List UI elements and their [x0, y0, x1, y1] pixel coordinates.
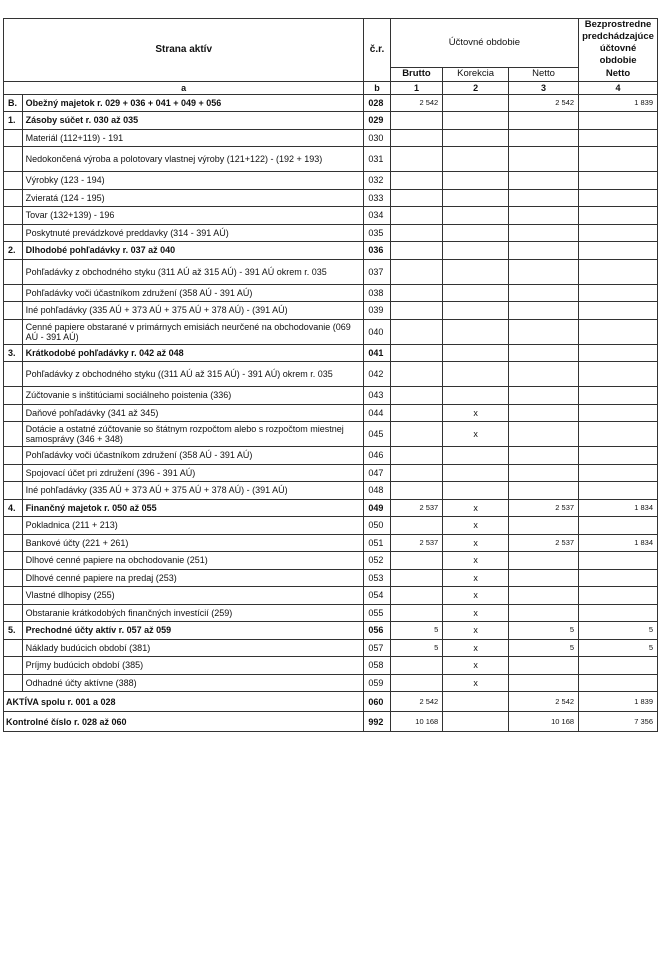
row-prev — [579, 517, 658, 535]
row-label: Zvieratá (124 - 195) — [22, 189, 364, 207]
index-row — [4, 81, 658, 94]
table-row — [4, 674, 658, 692]
index-2: 2 — [443, 81, 509, 94]
row-netto — [508, 387, 578, 405]
row-label: Kontrolné číslo r. 028 až 060 — [4, 712, 364, 732]
row-brutto — [390, 189, 443, 207]
row-brutto — [390, 207, 443, 225]
row-korekcia — [443, 464, 509, 482]
row-brutto — [390, 112, 443, 130]
header-netto: Netto — [508, 67, 578, 81]
row-netto: 10 168 — [508, 712, 578, 732]
table-row — [4, 587, 658, 605]
row-cr: 035 — [364, 224, 390, 242]
row-korekcia — [443, 147, 509, 172]
row-cr: 044 — [364, 404, 390, 422]
row-label: Pohľadávky z obchodného styku (311 AÚ až 315 AÚ) - 391 AÚ okrem r. 035 — [22, 259, 364, 284]
row-korekcia: x — [443, 569, 509, 587]
assets-table — [3, 18, 658, 732]
row-section: 2. — [4, 242, 23, 260]
row-netto — [508, 259, 578, 284]
row-label: Výrobky (123 - 194) — [22, 172, 364, 190]
row-netto — [508, 224, 578, 242]
row-label: Tovar (132+139) - 196 — [22, 207, 364, 225]
row-korekcia: x — [443, 517, 509, 535]
row-section — [4, 447, 23, 465]
row-section — [4, 464, 23, 482]
row-section — [4, 569, 23, 587]
row-korekcia — [443, 284, 509, 302]
row-cr: 030 — [364, 129, 390, 147]
row-korekcia — [443, 712, 509, 732]
row-label: Príjmy budúcich období (385) — [22, 657, 364, 675]
table-row — [4, 447, 658, 465]
table-row — [4, 499, 658, 517]
row-prev — [579, 674, 658, 692]
row-prev — [579, 259, 658, 284]
row-brutto: 5 — [390, 622, 443, 640]
row-brutto — [390, 259, 443, 284]
row-brutto — [390, 604, 443, 622]
row-label: Iné pohľadávky (335 AÚ + 373 AÚ + 375 AÚ + 378 AÚ) - (391 AÚ) — [22, 302, 364, 320]
row-brutto — [390, 387, 443, 405]
row-section — [4, 207, 23, 225]
row-section — [4, 362, 23, 387]
row-netto — [508, 242, 578, 260]
row-brutto — [390, 242, 443, 260]
row-korekcia — [443, 692, 509, 712]
row-cr: 052 — [364, 552, 390, 570]
row-section — [4, 639, 23, 657]
table-row — [4, 189, 658, 207]
row-korekcia: x — [443, 622, 509, 640]
row-netto — [508, 674, 578, 692]
row-brutto — [390, 657, 443, 675]
row-netto — [508, 464, 578, 482]
row-brutto: 2 542 — [390, 94, 443, 112]
row-section — [4, 517, 23, 535]
row-brutto — [390, 404, 443, 422]
row-section — [4, 587, 23, 605]
row-section — [4, 189, 23, 207]
row-prev — [579, 147, 658, 172]
row-section — [4, 129, 23, 147]
row-cr: 055 — [364, 604, 390, 622]
row-label: Odhadné účty aktívne (388) — [22, 674, 364, 692]
header-uctovne-obdobie: Účtovné obdobie — [390, 19, 578, 68]
row-brutto — [390, 447, 443, 465]
row-korekcia: x — [443, 499, 509, 517]
row-prev — [579, 112, 658, 130]
row-label: Vlastné dlhopisy (255) — [22, 587, 364, 605]
row-korekcia — [443, 362, 509, 387]
row-section — [4, 319, 23, 344]
row-prev — [579, 482, 658, 500]
row-netto — [508, 284, 578, 302]
row-section — [4, 284, 23, 302]
table-row — [4, 207, 658, 225]
row-korekcia — [443, 387, 509, 405]
row-cr: 040 — [364, 319, 390, 344]
row-label: Pohľadávky z obchodného styku ((311 AÚ až 315 AÚ) - 391 AÚ) okrem r. 035 — [22, 362, 364, 387]
row-label: Obežný majetok r. 029 + 036 + 041 + 049 + 056 — [22, 94, 364, 112]
table-row — [4, 147, 658, 172]
row-korekcia: x — [443, 604, 509, 622]
row-prev: 1 839 — [579, 94, 658, 112]
row-label: Dotácie a ostatné zúčtovanie so štátnym rozpočtom alebo s rozpočtom miestnej samosprávy (346 + 348) — [22, 422, 364, 447]
table-row — [4, 604, 658, 622]
row-cr: 047 — [364, 464, 390, 482]
row-label: Pokladnica (211 + 213) — [22, 517, 364, 535]
row-prev — [579, 172, 658, 190]
row-cr: 048 — [364, 482, 390, 500]
row-netto — [508, 657, 578, 675]
row-prev — [579, 404, 658, 422]
row-label: Poskytnuté prevádzkové preddavky (314 - 391 AÚ) — [22, 224, 364, 242]
row-korekcia: x — [443, 552, 509, 570]
row-cr: 050 — [364, 517, 390, 535]
row-cr: 058 — [364, 657, 390, 675]
row-section — [4, 302, 23, 320]
row-brutto — [390, 172, 443, 190]
row-label: Nedokončená výroba a polotovary vlastnej výroby (121+122) - (192 + 193) — [22, 147, 364, 172]
table-row — [4, 534, 658, 552]
row-section — [4, 552, 23, 570]
table-row — [4, 517, 658, 535]
table-row — [4, 692, 658, 712]
index-b: b — [364, 81, 390, 94]
table-row — [4, 657, 658, 675]
row-label: Dlhové cenné papiere na obchodovanie (251) — [22, 552, 364, 570]
row-cr: 054 — [364, 587, 390, 605]
row-korekcia — [443, 112, 509, 130]
row-netto — [508, 569, 578, 587]
row-brutto — [390, 517, 443, 535]
table-row — [4, 129, 658, 147]
row-brutto — [390, 464, 443, 482]
row-section — [4, 404, 23, 422]
table-row — [4, 552, 658, 570]
row-brutto: 5 — [390, 639, 443, 657]
row-netto — [508, 587, 578, 605]
header-korekcia: Korekcia — [443, 67, 509, 81]
row-prev — [579, 207, 658, 225]
row-brutto — [390, 344, 443, 362]
row-brutto — [390, 129, 443, 147]
table-row — [4, 112, 658, 130]
table-row — [4, 319, 658, 344]
row-prev — [579, 569, 658, 587]
table-row — [4, 242, 658, 260]
row-label: Krátkodobé pohľadávky r. 042 až 048 — [22, 344, 364, 362]
row-section — [4, 604, 23, 622]
row-section: 1. — [4, 112, 23, 130]
row-brutto — [390, 147, 443, 172]
row-brutto: 10 168 — [390, 712, 443, 732]
row-brutto — [390, 674, 443, 692]
row-cr: 031 — [364, 147, 390, 172]
row-prev — [579, 657, 658, 675]
row-netto — [508, 404, 578, 422]
row-korekcia: x — [443, 534, 509, 552]
row-cr: 032 — [364, 172, 390, 190]
row-netto — [508, 362, 578, 387]
row-netto: 2 542 — [508, 692, 578, 712]
row-brutto: 2 542 — [390, 692, 443, 712]
row-korekcia — [443, 224, 509, 242]
row-brutto — [390, 587, 443, 605]
row-brutto: 2 537 — [390, 499, 443, 517]
table-row — [4, 404, 658, 422]
row-cr: 042 — [364, 362, 390, 387]
row-korekcia — [443, 319, 509, 344]
row-netto — [508, 172, 578, 190]
row-cr: 056 — [364, 622, 390, 640]
row-netto — [508, 189, 578, 207]
row-brutto — [390, 319, 443, 344]
row-section — [4, 657, 23, 675]
row-korekcia: x — [443, 639, 509, 657]
row-brutto — [390, 302, 443, 320]
row-prev — [579, 302, 658, 320]
row-prev — [579, 189, 658, 207]
row-prev: 5 — [579, 639, 658, 657]
row-label: Iné pohľadávky (335 AÚ + 373 AÚ + 375 AÚ + 378 AÚ) - (391 AÚ) — [22, 482, 364, 500]
row-brutto — [390, 284, 443, 302]
header-strana-aktiv: Strana aktív — [4, 19, 364, 82]
row-cr: 034 — [364, 207, 390, 225]
table-row — [4, 302, 658, 320]
row-prev — [579, 447, 658, 465]
row-label: Materiál (112+119) - 191 — [22, 129, 364, 147]
table-row — [4, 259, 658, 284]
row-brutto: 2 537 — [390, 534, 443, 552]
row-prev: 1 834 — [579, 499, 658, 517]
row-brutto — [390, 482, 443, 500]
row-prev — [579, 284, 658, 302]
row-prev — [579, 129, 658, 147]
row-label: Dlhové cenné papiere na predaj (253) — [22, 569, 364, 587]
row-korekcia: x — [443, 404, 509, 422]
row-cr: 051 — [364, 534, 390, 552]
row-netto — [508, 112, 578, 130]
row-cr: 060 — [364, 692, 390, 712]
row-brutto — [390, 422, 443, 447]
table-row — [4, 422, 658, 447]
row-label: Náklady budúcich období (381) — [22, 639, 364, 657]
row-prev — [579, 242, 658, 260]
row-cr: 038 — [364, 284, 390, 302]
header-brutto: Brutto — [390, 67, 443, 81]
row-korekcia — [443, 94, 509, 112]
row-label: Pohľadávky voči účastníkom združení (358 AÚ - 391 AÚ) — [22, 447, 364, 465]
row-prev — [579, 344, 658, 362]
table-row — [4, 284, 658, 302]
row-label: AKTÍVA spolu r. 001 a 028 — [4, 692, 364, 712]
row-section — [4, 172, 23, 190]
row-netto: 5 — [508, 622, 578, 640]
row-netto — [508, 147, 578, 172]
row-cr: 057 — [364, 639, 390, 657]
row-netto — [508, 422, 578, 447]
header-cr: č.r. — [364, 19, 390, 82]
row-netto — [508, 344, 578, 362]
header-bezprostredne: Bezprostredne predchádzajúce účtovné obdobie — [579, 19, 658, 68]
row-prev: 5 — [579, 622, 658, 640]
row-korekcia — [443, 482, 509, 500]
row-netto: 5 — [508, 639, 578, 657]
row-label: Dlhodobé pohľadávky r. 037 až 040 — [22, 242, 364, 260]
index-4: 4 — [579, 81, 658, 94]
row-prev — [579, 362, 658, 387]
row-section: 4. — [4, 499, 23, 517]
table-row — [4, 712, 658, 732]
table-row — [4, 172, 658, 190]
row-korekcia — [443, 189, 509, 207]
row-label: Spojovací účet pri združení (396 - 391 AÚ) — [22, 464, 364, 482]
row-section — [4, 674, 23, 692]
row-cr: 992 — [364, 712, 390, 732]
row-prev — [579, 224, 658, 242]
table-row — [4, 387, 658, 405]
row-label: Bankové účty (221 + 261) — [22, 534, 364, 552]
table-row — [4, 639, 658, 657]
row-korekcia — [443, 242, 509, 260]
row-label: Cenné papiere obstarané v primárnych emisiách neurčené na obchodovanie (069 AÚ - 391 AÚ) — [22, 319, 364, 344]
row-cr: 045 — [364, 422, 390, 447]
row-cr: 046 — [364, 447, 390, 465]
table-row — [4, 622, 658, 640]
row-section — [4, 224, 23, 242]
row-cr: 037 — [364, 259, 390, 284]
row-korekcia: x — [443, 422, 509, 447]
row-label: Obstaranie krátkodobých finančných investícií (259) — [22, 604, 364, 622]
row-prev — [579, 604, 658, 622]
row-korekcia: x — [443, 657, 509, 675]
row-prev — [579, 319, 658, 344]
row-cr: 043 — [364, 387, 390, 405]
row-prev — [579, 387, 658, 405]
row-netto — [508, 482, 578, 500]
table-row — [4, 464, 658, 482]
row-netto — [508, 319, 578, 344]
row-brutto — [390, 224, 443, 242]
row-korekcia — [443, 172, 509, 190]
row-cr: 041 — [364, 344, 390, 362]
row-prev: 1 834 — [579, 534, 658, 552]
row-netto — [508, 129, 578, 147]
row-netto — [508, 447, 578, 465]
row-cr: 029 — [364, 112, 390, 130]
table-row — [4, 362, 658, 387]
row-label: Zásoby súčet r. 030 až 035 — [22, 112, 364, 130]
row-prev: 7 356 — [579, 712, 658, 732]
row-section: 5. — [4, 622, 23, 640]
row-netto — [508, 302, 578, 320]
row-prev — [579, 552, 658, 570]
row-prev — [579, 587, 658, 605]
row-cr: 028 — [364, 94, 390, 112]
row-brutto — [390, 362, 443, 387]
row-korekcia: x — [443, 587, 509, 605]
row-brutto — [390, 552, 443, 570]
row-netto — [508, 517, 578, 535]
row-cr: 059 — [364, 674, 390, 692]
row-korekcia — [443, 302, 509, 320]
row-netto — [508, 207, 578, 225]
row-korekcia — [443, 447, 509, 465]
row-cr: 039 — [364, 302, 390, 320]
row-korekcia — [443, 129, 509, 147]
row-label: Prechodné účty aktív r. 057 až 059 — [22, 622, 364, 640]
index-1: 1 — [390, 81, 443, 94]
row-netto — [508, 552, 578, 570]
row-netto: 2 537 — [508, 499, 578, 517]
row-prev — [579, 422, 658, 447]
row-korekcia: x — [443, 674, 509, 692]
index-3: 3 — [508, 81, 578, 94]
row-cr: 033 — [364, 189, 390, 207]
row-netto: 2 542 — [508, 94, 578, 112]
row-cr: 053 — [364, 569, 390, 587]
row-section — [4, 387, 23, 405]
row-label: Pohľadávky voči účastníkom združení (358 AÚ - 391 AÚ) — [22, 284, 364, 302]
table-row — [4, 224, 658, 242]
row-prev: 1 839 — [579, 692, 658, 712]
row-netto — [508, 604, 578, 622]
row-cr: 036 — [364, 242, 390, 260]
row-section — [4, 534, 23, 552]
row-korekcia — [443, 344, 509, 362]
row-korekcia — [443, 259, 509, 284]
table-row — [4, 344, 658, 362]
table-row — [4, 94, 658, 112]
row-section: B. — [4, 94, 23, 112]
row-section: 3. — [4, 344, 23, 362]
header-netto-prev: Netto — [579, 67, 658, 81]
row-section — [4, 482, 23, 500]
row-label: Zúčtovanie s inštitúciami sociálneho poistenia (336) — [22, 387, 364, 405]
row-label: Finančný majetok r. 050 až 055 — [22, 499, 364, 517]
balance-sheet — [3, 18, 658, 732]
row-korekcia — [443, 207, 509, 225]
row-brutto — [390, 569, 443, 587]
row-section — [4, 259, 23, 284]
row-label: Daňové pohľadávky (341 až 345) — [22, 404, 364, 422]
row-netto: 2 537 — [508, 534, 578, 552]
row-section — [4, 147, 23, 172]
index-a: a — [4, 81, 364, 94]
row-section — [4, 422, 23, 447]
row-prev — [579, 464, 658, 482]
table-row — [4, 482, 658, 500]
table-row — [4, 569, 658, 587]
row-cr: 049 — [364, 499, 390, 517]
